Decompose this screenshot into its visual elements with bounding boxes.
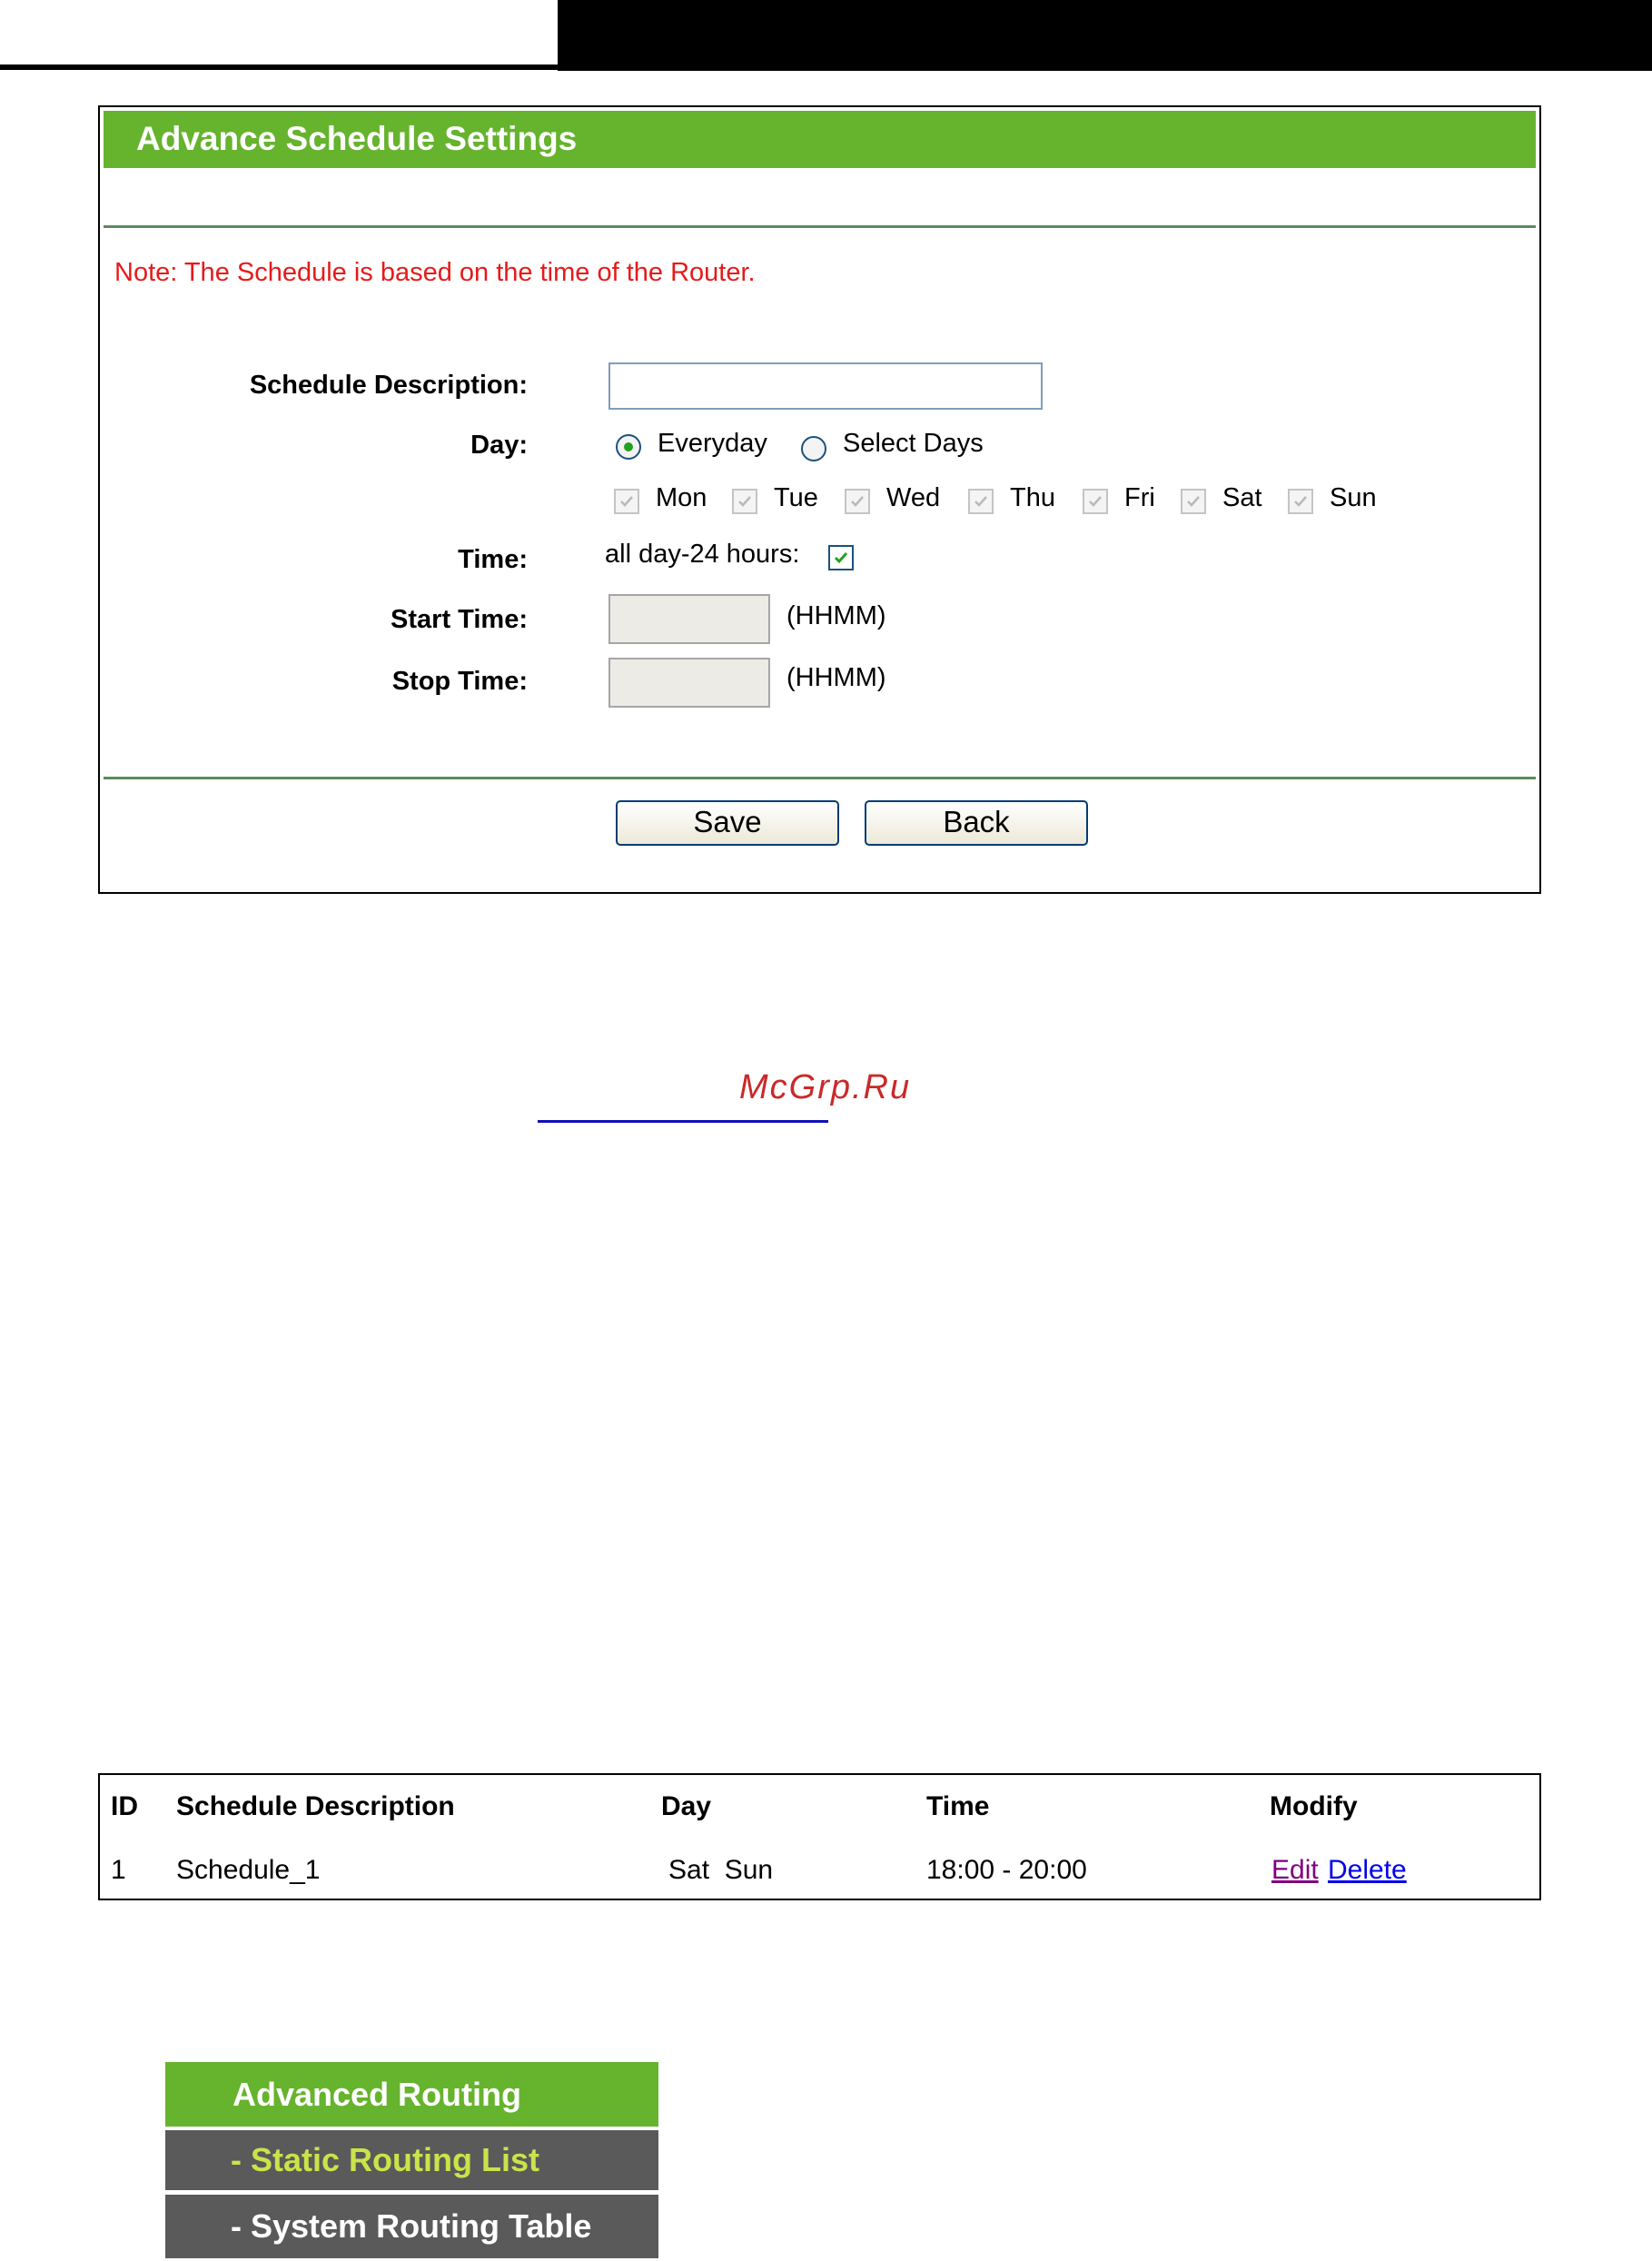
check-icon bbox=[1292, 493, 1309, 510]
col-header-modify: Modify bbox=[1270, 1791, 1358, 1821]
menu-item-advanced-routing[interactable]: Advanced Routing bbox=[165, 2062, 658, 2127]
wed-label: Wed bbox=[886, 483, 941, 512]
divider-top bbox=[104, 225, 1536, 228]
row-time: 18:00 - 20:00 bbox=[926, 1855, 1087, 1885]
everyday-label: Everyday bbox=[658, 429, 767, 458]
start-time-label: Start Time: bbox=[391, 605, 528, 634]
day-label: Day: bbox=[470, 431, 528, 460]
allday-label: all day-24 hours: bbox=[605, 540, 800, 569]
start-time-format: (HHMM) bbox=[786, 601, 886, 630]
schedule-description-input[interactable] bbox=[608, 362, 1043, 410]
tue-checkbox[interactable] bbox=[732, 489, 757, 514]
col-header-time: Time bbox=[926, 1791, 990, 1821]
header-rule bbox=[0, 64, 558, 70]
watermark-text: McGrp.Ru bbox=[739, 1068, 912, 1106]
row-id: 1 bbox=[111, 1855, 126, 1885]
divider-bottom bbox=[104, 777, 1536, 779]
description-label: Schedule Description: bbox=[249, 371, 528, 400]
col-header-day: Day bbox=[661, 1791, 712, 1821]
stop-time-input[interactable] bbox=[608, 658, 770, 708]
everyday-radio[interactable] bbox=[616, 434, 641, 460]
panel-title: Advance Schedule Settings bbox=[136, 120, 578, 157]
check-icon bbox=[973, 493, 989, 510]
sun-checkbox[interactable] bbox=[1288, 489, 1313, 514]
col-header-id: ID bbox=[111, 1791, 138, 1821]
panel-header bbox=[104, 111, 1536, 168]
back-button[interactable]: Back bbox=[865, 800, 1088, 846]
check-icon bbox=[737, 493, 753, 510]
advanced-routing-menu bbox=[165, 2062, 658, 2258]
thu-checkbox[interactable] bbox=[968, 489, 994, 514]
select-days-label: Select Days bbox=[843, 429, 984, 458]
thu-label: Thu bbox=[1010, 483, 1055, 512]
note-text: Note: The Schedule is based on the time of the Router. bbox=[114, 258, 756, 287]
col-header-description: Schedule Description bbox=[176, 1791, 455, 1821]
fri-checkbox[interactable] bbox=[1083, 489, 1108, 514]
save-button[interactable]: Save bbox=[616, 800, 839, 846]
check-icon bbox=[833, 550, 849, 566]
check-icon bbox=[849, 493, 866, 510]
edit-link[interactable]: Edit bbox=[1271, 1855, 1319, 1885]
schedule-list-table bbox=[98, 1773, 1541, 1900]
wed-checkbox[interactable] bbox=[845, 489, 870, 514]
stop-time-format: (HHMM) bbox=[786, 663, 886, 692]
tue-label: Tue bbox=[774, 483, 818, 512]
check-icon bbox=[618, 493, 635, 510]
stop-time-label: Stop Time: bbox=[391, 667, 528, 696]
check-icon bbox=[1185, 493, 1202, 510]
sat-label: Sat bbox=[1222, 483, 1262, 512]
header-black-band bbox=[558, 0, 1652, 71]
select-days-radio[interactable] bbox=[801, 436, 826, 461]
fri-label: Fri bbox=[1124, 483, 1155, 512]
time-label: Time: bbox=[458, 545, 528, 574]
menu-item-static-routing-list[interactable]: - Static Routing List bbox=[165, 2130, 658, 2190]
row-description: Schedule_1 bbox=[176, 1855, 321, 1885]
menu-item-system-routing-table[interactable]: - System Routing Table bbox=[165, 2195, 658, 2258]
mon-checkbox[interactable] bbox=[614, 489, 639, 514]
watermark-line bbox=[538, 1120, 828, 1123]
start-time-input[interactable] bbox=[608, 594, 770, 644]
check-icon bbox=[1087, 493, 1103, 510]
delete-link[interactable]: Delete bbox=[1328, 1855, 1407, 1885]
mon-label: Mon bbox=[656, 483, 707, 512]
row-day: Sat Sun bbox=[668, 1855, 774, 1885]
sat-checkbox[interactable] bbox=[1181, 489, 1206, 514]
sun-label: Sun bbox=[1330, 483, 1377, 512]
schedule-settings-panel bbox=[98, 105, 1541, 894]
page-header-bar bbox=[0, 0, 1652, 71]
allday-checkbox[interactable] bbox=[828, 545, 854, 570]
